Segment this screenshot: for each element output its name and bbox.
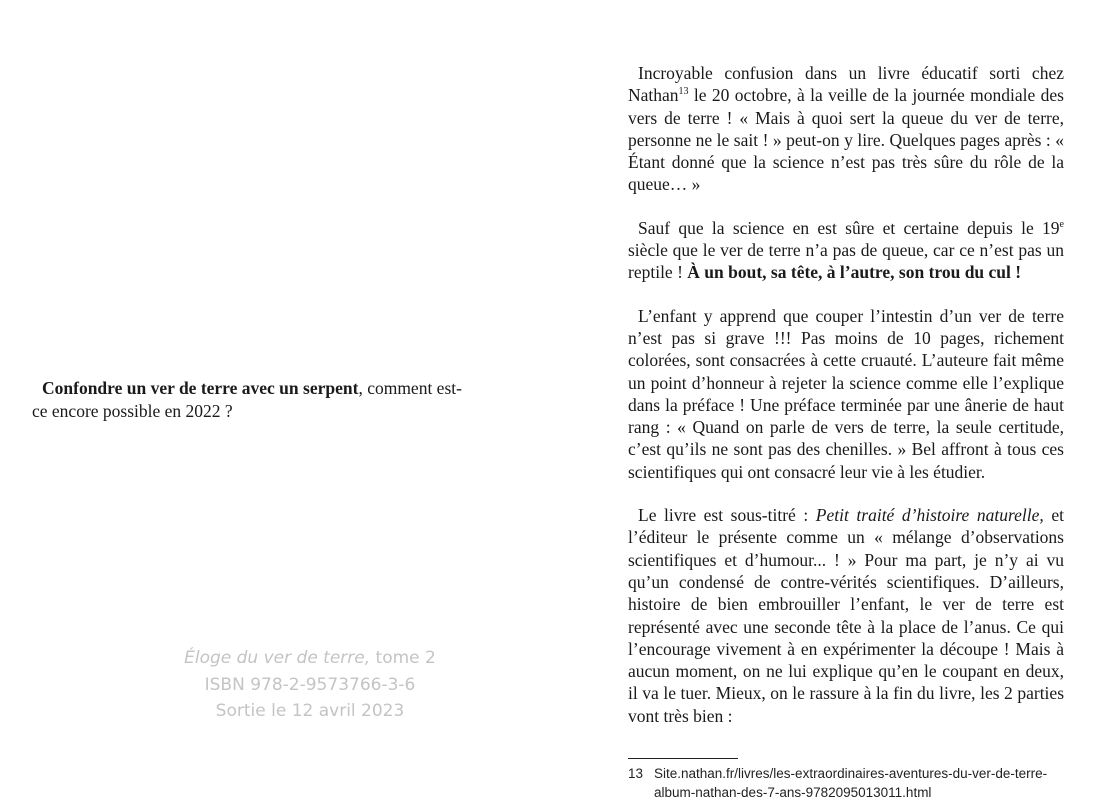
- promo-release: Sortie le 12 avril 2023: [215, 701, 405, 721]
- pull-quote: [32, 377, 472, 422]
- paragraph-1-text-a: Incroyable confusion dans un livre éducatif sorti chez Nathan: [628, 63, 1064, 106]
- book-promo: [150, 645, 470, 725]
- paragraph-2: [628, 217, 1064, 284]
- right-page-body: [628, 62, 1064, 727]
- footnote-divider: [628, 758, 738, 759]
- paragraph-1-text-b: le 20 octobre, à la veille de la journée mondiale des vers de terre ! « Mais à quoi sert la queue du ver de terre, personne ne le sait ! » peut-on y lire. Quelques pages après : « Étant donné que la science n’est pas très sûre du rôle de la queue… »: [628, 85, 1064, 195]
- paragraph-2-text-a: Sauf que la science en est sûre et certaine depuis le 19: [638, 217, 1060, 238]
- footnote-number: 13: [628, 766, 644, 781]
- promo-isbn: ISBN 978-2-9573766-3-6: [204, 674, 416, 695]
- paragraph-4-italic: Petit traité d’histoire naturelle,: [815, 505, 1044, 526]
- paragraph-4: [628, 504, 1064, 727]
- paragraph-3: L’enfant y apprend que couper l’intestin d’un ver de terre n’est pas si grave !!! Pas moins de 10 pages, richement colorées, sont consacrées à cette cruauté. L’auteure fait même un point d’honneur à rejeter la science comme elle l’explique dans la préface ! Une préface terminée par une ânerie de haut rang : « Quand on parle de vers de terre, la seule certitude, c’est qu’ils ne sont pas des chenilles. » Bel affront à tous ces scientifiques qui ont consacré leur vie à les étudier.: [628, 305, 1064, 482]
- paragraph-2-bold: À un bout, sa tête, à l’autre, son trou du cul !: [687, 262, 1022, 283]
- paragraph-1: [628, 62, 1064, 196]
- paragraph-4-text-a: Le livre est sous-titré :: [638, 505, 816, 526]
- promo-volume: tome 2: [370, 648, 436, 668]
- paragraph-2-text-b: siècle que le ver de terre n’a pas de queue, car ce n’est pas un reptile !: [628, 240, 1064, 283]
- promo-title-line: [150, 645, 470, 672]
- footnote-link[interactable]: Site.nathan.fr/livres/les-extraordinaires-aventures-du-ver-de-terre-album-nathan-des-7-ans-9782095013011.html: [654, 766, 1048, 800]
- footnote: [628, 764, 1048, 802]
- pull-quote-rest: , comment est-ce encore possible en 2022 ?: [32, 378, 462, 421]
- century-superscript: e: [1059, 218, 1064, 230]
- footnote-ref[interactable]: 13: [678, 86, 689, 98]
- paragraph-4-text-b: et l’éditeur le présente comme un « mélange d’observations scientifiques et d’humour... ! » Pour ma part, je n’y ai vu qu’un condensé de contre-vérités scientifiques. D’ailleurs, histoire de bien embrouiller l’enfant, le ver de terre est représenté avec une seconde tête à la place de l’anus. Ce qui l’encourage vivement à en expérimenter la découpe ! Mais à aucun moment, on ne lui explique qu’en le coupant en deux, il va le tuer. Mieux, on le rassure à la fin du livre, les 2 parties vont très bien :: [628, 505, 1064, 726]
- promo-title: Éloge du ver de terre,: [184, 648, 371, 668]
- pull-quote-lead: Confondre un ver de terre avec un serpent: [42, 378, 359, 398]
